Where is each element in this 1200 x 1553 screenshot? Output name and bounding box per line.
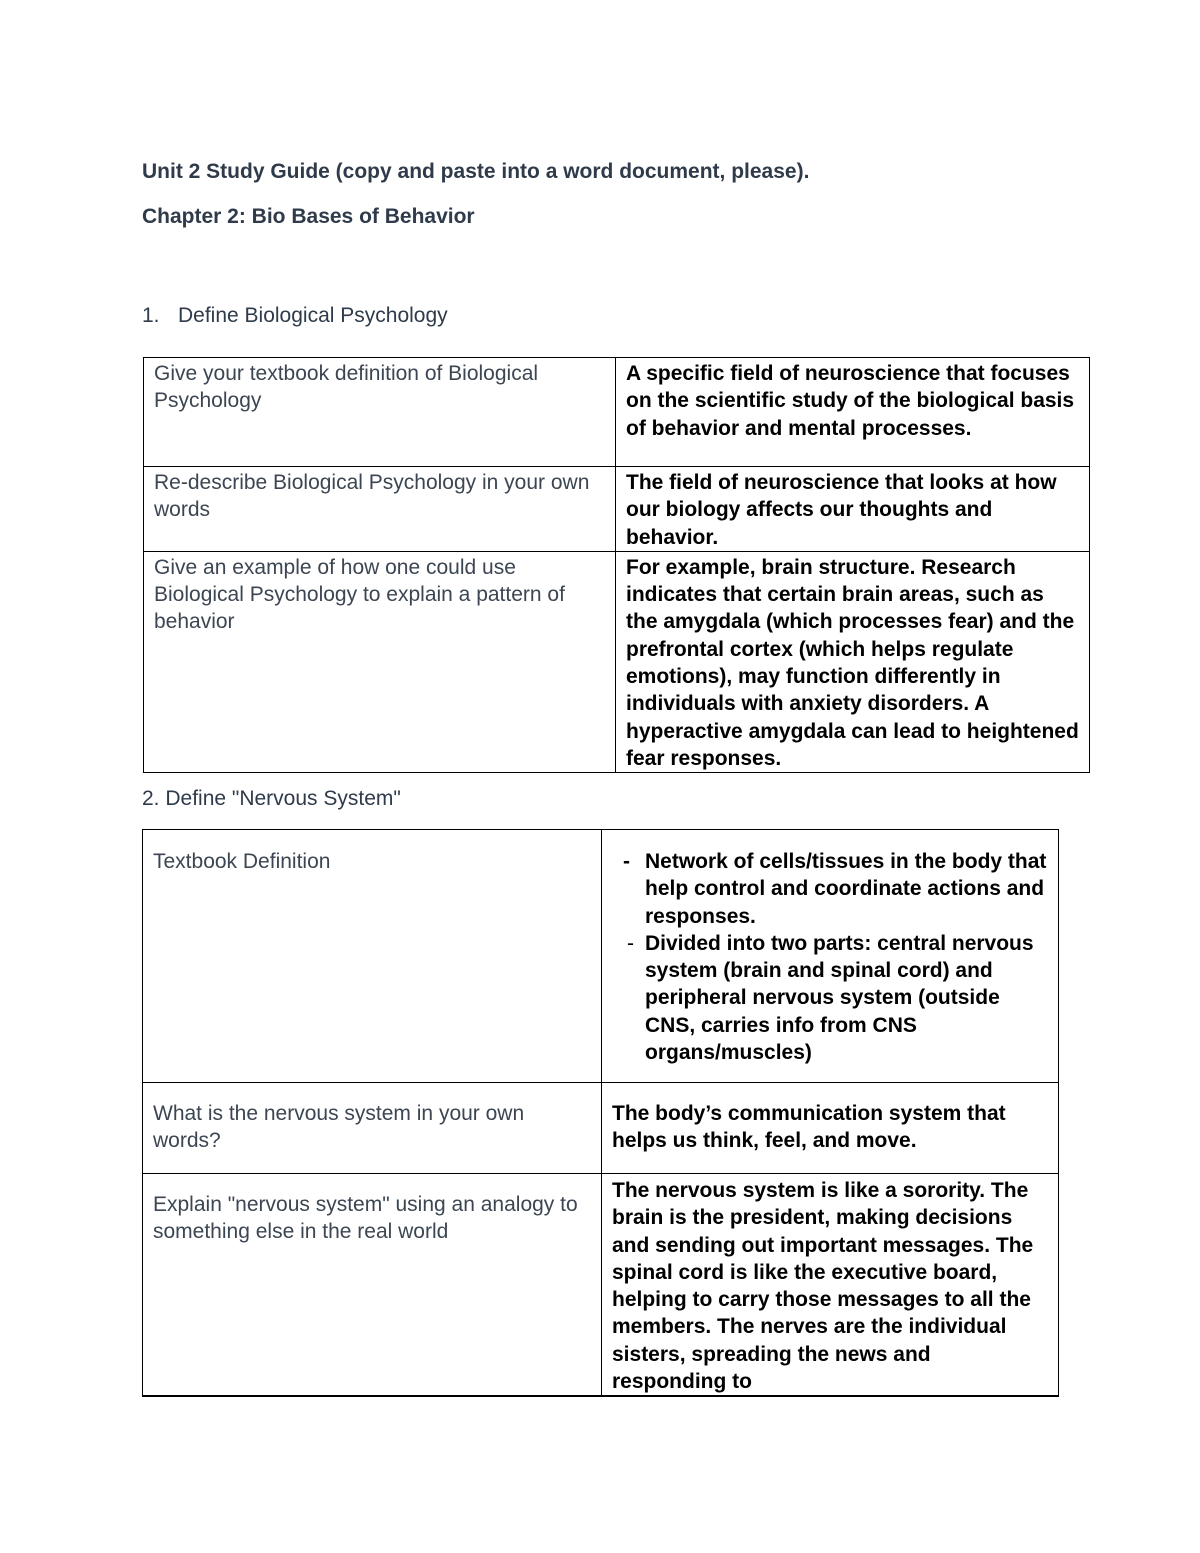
- answer-cell[interactable]: [602, 830, 1059, 1083]
- bullet-text: Network of cells/tissues in the body that help control and coordinate actions and responses.: [645, 850, 1047, 928]
- dash-bullet: -: [627, 931, 634, 955]
- table-row: [143, 830, 1059, 1083]
- bullet-text: Divided into two parts: central nervous system (brain and spinal cord) and peripheral nervous system (outside CNS, carries info from CNS organs/muscles): [645, 931, 1034, 1065]
- question-1-heading: [142, 304, 448, 328]
- answer-cell[interactable]: For example, brain structure. Research indicates that certain brain areas, such as the amygdala (which processes fear) and the prefrontal cortex (which helps regulate emotions), may function differently in individuals with anxiety disorders. A hyperactive amygdala can lead to heightened fear responses.: [616, 551, 1090, 772]
- prompt-cell: Textbook Definition: [143, 830, 602, 1083]
- chapter-heading: Chapter 2: Bio Bases of Behavior: [142, 205, 475, 228]
- prompt-cell: Explain "nervous system" using an analogy to something else in the real world: [143, 1174, 602, 1397]
- answer-cell[interactable]: The body’s communication system that helps us think, feel, and move.: [602, 1083, 1059, 1174]
- table-row: [143, 1174, 1059, 1397]
- dash-bullet: -: [623, 850, 630, 873]
- document-title: Unit 2 Study Guide (copy and paste into a word document, please).: [142, 160, 810, 183]
- prompt-cell: Re-describe Biological Psychology in your own words: [144, 467, 616, 552]
- question-2-heading: 2. Define "Nervous System": [142, 787, 401, 810]
- table-row: [144, 551, 1090, 772]
- prompt-cell: Give an example of how one could use Biological Psychology to explain a pattern of behavior: [144, 551, 616, 772]
- definition-bullet-list: [612, 848, 1048, 1066]
- table-row: [144, 467, 1090, 552]
- biological-psychology-table: [143, 357, 1090, 773]
- table-row: [143, 1083, 1059, 1174]
- question-1-number: 1.: [142, 304, 160, 327]
- nervous-system-table: [142, 829, 1059, 1397]
- answer-cell[interactable]: A specific field of neuroscience that focuses on the scientific study of the biological basis of behavior and mental processes.: [616, 358, 1090, 467]
- prompt-cell: Give your textbook definition of Biological Psychology: [144, 358, 616, 467]
- prompt-cell: What is the nervous system in your own words?: [143, 1083, 602, 1174]
- question-1-text: Define Biological Psychology: [178, 304, 448, 327]
- list-item: [612, 848, 1048, 930]
- answer-cell[interactable]: The field of neuroscience that looks at how our biology affects our thoughts and behavior.: [616, 467, 1090, 552]
- list-item: [612, 930, 1048, 1066]
- table-row: [144, 358, 1090, 467]
- answer-cell[interactable]: The nervous system is like a sorority. The brain is the president, making decisions and sending out important messages. The spinal cord is like the executive board, helping to carry those messages to all the members. The nerves are the individual sisters, spreading the news and responding to: [602, 1174, 1059, 1397]
